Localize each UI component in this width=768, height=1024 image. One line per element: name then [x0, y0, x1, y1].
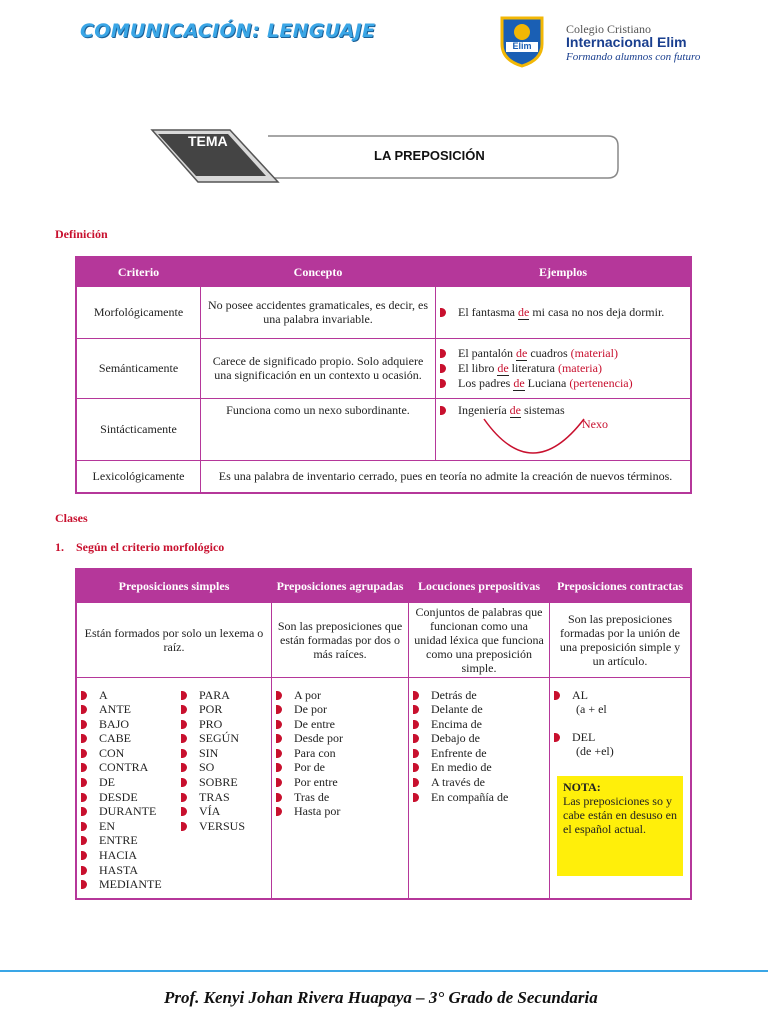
bullet-icon [81, 720, 87, 729]
bullet-icon [276, 705, 282, 714]
bullet-icon [440, 349, 446, 358]
nota-title: NOTA: [563, 780, 601, 794]
subject-title: COMUNICACIÓN: LENGUAJE [80, 20, 376, 42]
bullet-icon [181, 763, 187, 772]
list-item: PRO [181, 717, 245, 732]
table-row [76, 286, 691, 338]
concepto-cell: Funciona como un nexo subordinante. [201, 398, 436, 460]
agrupadas-list [276, 688, 404, 819]
logo-text: Elim [512, 41, 532, 51]
list-item: HACIA [81, 848, 181, 863]
bullet-icon [81, 822, 87, 831]
list-item: A por [276, 688, 404, 703]
bullet-icon [413, 720, 419, 729]
contractas-cell: AL (a + el DEL (de +el) [550, 677, 692, 899]
col-ejemplos: Ejemplos [436, 257, 692, 286]
list-item: Por de [276, 760, 404, 775]
clases-subtitle: 1. Según el criterio morfológico [55, 540, 225, 554]
bullet-icon [413, 749, 419, 758]
locuciones-list-cell [409, 677, 550, 899]
bullet-icon [81, 880, 87, 889]
nota-text: Las preposiciones so y cabe están en desuso en el español actual. [563, 794, 677, 836]
school-name-line2: Internacional Elim [566, 34, 687, 50]
simples-list [181, 688, 245, 892]
bullet-icon [276, 691, 282, 700]
ejemplos-cell: El fantasma de mi casa no nos deja dormir. [436, 286, 692, 338]
col-simples: Preposiciones simples [76, 569, 272, 602]
list-item: POR [181, 702, 245, 717]
bullet-icon [181, 734, 187, 743]
list-item: VERSUS [181, 819, 245, 834]
bullet-icon [276, 793, 282, 802]
definicion-label: Definición [55, 227, 108, 241]
desc-cell: Conjuntos de palabras que funcionan como una unidad léxica que funciona como una preposición simple. [409, 602, 550, 677]
list-item: SO [181, 760, 245, 775]
bullet-icon [276, 807, 282, 816]
desc-cell: Son las preposiciones formadas por la unión de una preposición simple y un artículo. [550, 602, 692, 677]
ejemplos-cell: El pantalón de cuadros (material) El libro de literatura (materia) Los padres de Luciana (pertenencia) [436, 338, 692, 398]
list-item: BAJO [81, 717, 181, 732]
bullet-icon [276, 778, 282, 787]
bullet-icon [413, 778, 419, 787]
nexo-label: Nexo [582, 416, 608, 431]
ejemplos-cell: Ingeniería de sistemas Nexo [436, 398, 692, 460]
list-item: De por [276, 702, 404, 717]
list-item: CABE [81, 731, 181, 746]
list-item: TRAS [181, 790, 245, 805]
bullet-icon [181, 691, 187, 700]
bullet-icon [413, 734, 419, 743]
col-concepto: Concepto [201, 257, 436, 286]
list-item: SEGÚN [181, 731, 245, 746]
list-item: Desde por [276, 731, 404, 746]
bullet-icon [81, 705, 87, 714]
list-item: A [81, 688, 181, 703]
list-item: ENTRE [81, 833, 181, 848]
list-item: Enfrente de [413, 746, 545, 761]
list-item: Por entre [276, 775, 404, 790]
desc-cell: Son las preposiciones que están formadas por dos o más raíces. [272, 602, 409, 677]
bullet-icon [181, 705, 187, 714]
bullet-icon [554, 733, 560, 742]
bullet-icon [440, 308, 446, 317]
col-criterio: Criterio [76, 257, 201, 286]
simples-list-cell [76, 677, 272, 899]
bullet-icon [276, 734, 282, 743]
bullet-icon [413, 793, 419, 802]
list-item: De entre [276, 717, 404, 732]
bullet-icon [440, 406, 446, 415]
list-item: Detrás de [413, 688, 545, 703]
nota-box [557, 776, 683, 876]
bullet-icon [81, 836, 87, 845]
criterio-cell: Lexicológicamente [76, 460, 201, 493]
bullet-icon [181, 778, 187, 787]
criterio-cell: Morfológicamente [76, 286, 201, 338]
bullet-icon [81, 807, 87, 816]
col-contractas: Preposiciones contractas [550, 569, 692, 602]
criterio-cell: Semánticamente [76, 338, 201, 398]
bullet-icon [413, 763, 419, 772]
list-item: VÍA [181, 804, 245, 819]
bullet-icon [440, 379, 446, 388]
list-item: Encima de [413, 717, 545, 732]
list-item: Para con [276, 746, 404, 761]
list-item: MEDIANTE [81, 877, 181, 892]
bullet-icon [81, 793, 87, 802]
simples-list [81, 688, 181, 892]
bullet-icon [181, 749, 187, 758]
list-item: DURANTE [81, 804, 181, 819]
bullet-icon [81, 866, 87, 875]
list-item: A través de [413, 775, 545, 790]
list-item: DESDE [81, 790, 181, 805]
bullet-icon [181, 822, 187, 831]
school-motto: Formando alumnos con futuro [566, 51, 701, 63]
list-item: CON [81, 746, 181, 761]
desc-cell: Están formados por solo un lexema o raíz. [76, 602, 272, 677]
bullet-icon [81, 851, 87, 860]
list-item: DE [81, 775, 181, 790]
locuciones-list [413, 688, 545, 805]
list-item: CONTRA [81, 760, 181, 775]
criterio-cell: Sintácticamente [76, 398, 201, 460]
footer-divider [0, 970, 768, 972]
list-item: Tras de [276, 790, 404, 805]
bullet-icon [81, 749, 87, 758]
list-item: ANTE [81, 702, 181, 717]
bullet-icon [181, 720, 187, 729]
bullet-icon [276, 720, 282, 729]
table-row [76, 460, 691, 493]
list-item: Debajo de [413, 731, 545, 746]
school-name-line1: Colegio Cristiano [566, 22, 651, 36]
list-item: Delante de [413, 702, 545, 717]
list-item: HASTA [81, 863, 181, 878]
table-row [76, 398, 691, 460]
list-item: Hasta por [276, 804, 404, 819]
nexo-arc-icon [480, 417, 590, 457]
col-agrupadas: Preposiciones agrupadas [272, 569, 409, 602]
bullet-icon [276, 763, 282, 772]
bullet-icon [81, 734, 87, 743]
bullet-icon [81, 778, 87, 787]
bullet-icon [413, 705, 419, 714]
list-item: EN [81, 819, 181, 834]
definicion-table [75, 256, 692, 494]
concepto-cell: Carece de significado propio. Solo adquiere una significación en un contexto u ocasión. [201, 338, 436, 398]
tema-tag: TEMA [188, 133, 228, 149]
bullet-icon [276, 749, 282, 758]
col-locuciones: Locuciones prepositivas [409, 569, 550, 602]
list-item: En medio de [413, 760, 545, 775]
list-item: SOBRE [181, 775, 245, 790]
clases-label: Clases [55, 511, 88, 525]
list-item: PARA [181, 688, 245, 703]
table-row [76, 602, 691, 677]
footer-text: Prof. Kenyi Johan Rivera Huapaya – 3° Grado de Secundaria [164, 988, 598, 1007]
table-row [76, 338, 691, 398]
agrupadas-list-cell [272, 677, 409, 899]
bullet-icon [181, 807, 187, 816]
list-item: SIN [181, 746, 245, 761]
bullet-icon [413, 691, 419, 700]
concepto-cell: Es una palabra de inventario cerrado, pues en teoría no admite la creación de nuevos términos. [201, 460, 692, 493]
bullet-icon [81, 763, 87, 772]
bullet-icon [81, 691, 87, 700]
bullet-icon [440, 364, 446, 373]
bullet-icon [554, 691, 560, 700]
concepto-cell: No posee accidentes gramaticales, es decir, es una palabra invariable. [201, 286, 436, 338]
list-item: En compañía de [413, 790, 545, 805]
bullet-icon [181, 793, 187, 802]
tema-title: LA PREPOSICIÓN [374, 148, 485, 163]
